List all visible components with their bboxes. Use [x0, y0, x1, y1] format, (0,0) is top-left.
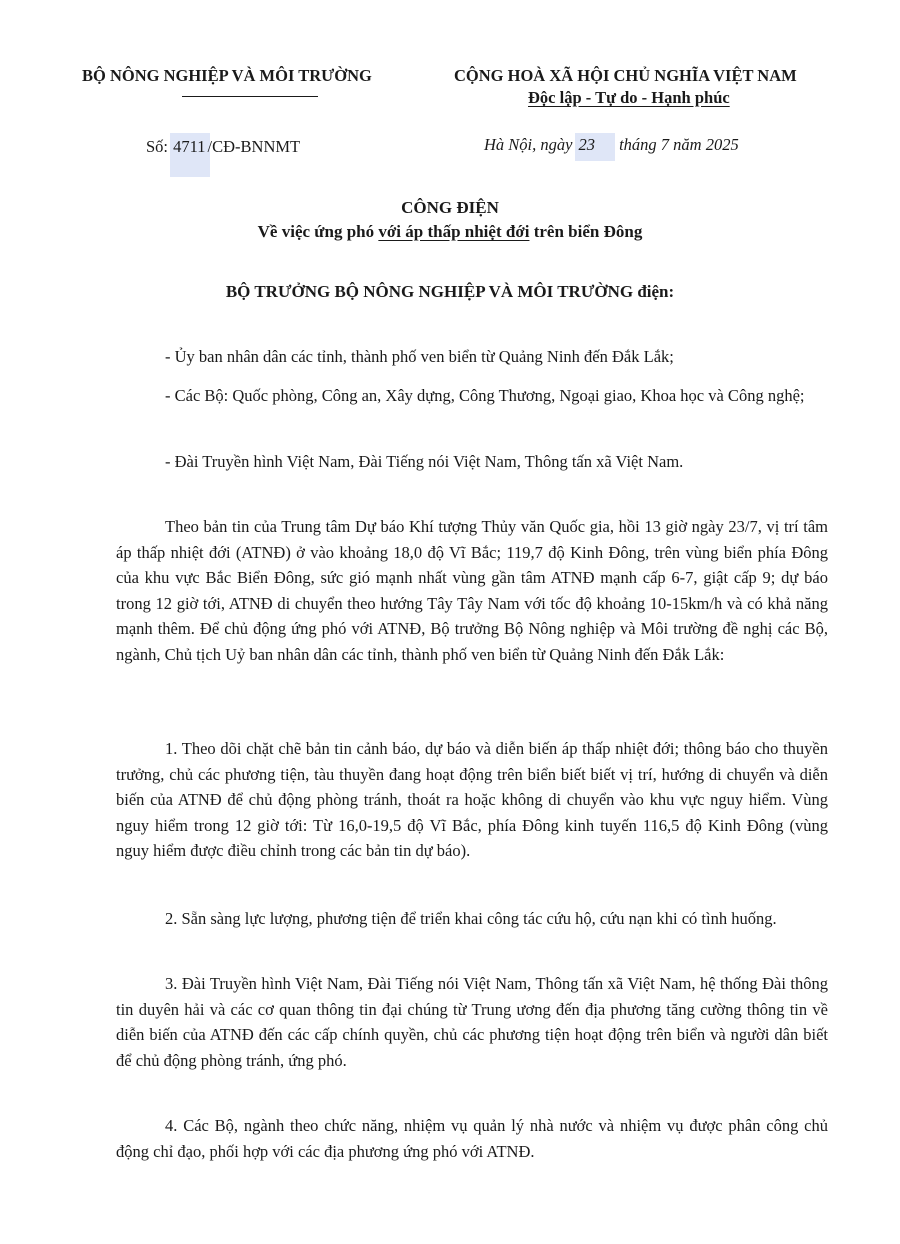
- item-3: 3. Đài Truyền hình Việt Nam, Đài Tiếng nói Việt Nam, Thông tấn xã Việt Nam, hệ thống Đài thông tin duyên hải và các cơ quan thông tin đại chúng từ Trung ương đến địa phương tăng cường thông tin về diễn biến của ATNĐ đến các cấp chính quyền, chủ các phương tiện hoạt động trên biển và người dân biết để chủ động phòng tránh, ứng phó.: [116, 974, 828, 1070]
- recipient-2: - Các Bộ: Quốc phòng, Công an, Xây dựng, Công Thương, Ngoại giao, Khoa học và Công nghệ;: [165, 386, 805, 405]
- date-prefix: Hà Nội, ngày: [484, 135, 573, 154]
- date-day: 23: [578, 135, 595, 154]
- document-type: CÔNG ĐIỆN: [401, 198, 499, 217]
- subject-underlined: với áp thấp nhiệt đới: [378, 222, 530, 241]
- item-4: 4. Các Bộ, ngành theo chức năng, nhiệm vụ quản lý nhà nước và nhiệm vụ được phân công chủ động chỉ đạo, phối hợp với các địa phương ứng phó với ATNĐ.: [116, 1116, 828, 1161]
- republic-name: CỘNG HOÀ XÃ HỘI CHỦ NGHĨA VIỆT NAM: [454, 66, 797, 85]
- document-number: [146, 133, 300, 177]
- sender-line: BỘ TRƯỞNG BỘ NÔNG NGHIỆP VÀ MÔI TRƯỜNG điện:: [225, 282, 675, 301]
- subject-before: Về việc ứng phó: [257, 222, 379, 241]
- document-date: [484, 133, 739, 161]
- item-2: 2. Sẵn sàng lực lượng, phương tiện để triển khai công tác cứu hộ, cứu nạn khi có tình huống.: [165, 909, 777, 928]
- ministry-underline: [182, 96, 318, 97]
- intro-paragraph: Theo bản tin của Trung tâm Dự báo Khí tượng Thủy văn Quốc gia, hồi 13 giờ ngày 23/7, vị trí tâm áp thấp nhiệt đới (ATNĐ) ở vào khoảng 18,0 độ Vĩ Bắc; 119,7 độ Kinh Đông, trên vùng biển phía Đông của khu vực Bắc Biển Đông, sức gió mạnh nhất vùng gần tâm ATNĐ mạnh cấp 6-7, giật cấp 9; dự báo trong 12 giờ tới, ATNĐ di chuyển theo hướng Tây Tây Nam với tốc độ khoảng 10-15km/h và có khả năng mạnh thêm. Để chủ động ứng phó với ATNĐ, Bộ trưởng Bộ Nông nghiệp và Môi trường đề nghị các Bộ, ngành, Chủ tịch Uỷ ban nhân dân các tỉnh, thành phố ven biển từ Quảng Ninh đến Đắk Lắk:: [116, 517, 828, 664]
- recipient-1: - Ủy ban nhân dân các tỉnh, thành phố ven biển từ Quảng Ninh đến Đắk Lắk;: [165, 347, 674, 366]
- number-value-highlight: [170, 133, 209, 177]
- number-value: 4711: [173, 137, 206, 156]
- subject-after: trên biển Đông: [529, 222, 643, 241]
- item-1: 1. Theo dõi chặt chẽ bản tin cảnh báo, dự báo và diễn biến áp thấp nhiệt đới; thông báo cho thuyền trưởng, chủ các phương tiện, tàu thuyền đang hoạt động trên biển biết biết vị trí, hướng di chuyển và diễn biến của ATNĐ để chủ động phòng tránh, thoát ra hoặc không di chuyển vào khu vực nguy hiểm. Vùng nguy hiểm trong 12 giờ tới: Từ 16,0-19,5 độ Vĩ Bắc, phía Đông kinh tuyến 116,5 độ Kinh Đông (vùng nguy hiểm được điều chỉnh trong các bản tin dự báo).: [116, 739, 828, 860]
- date-suffix: tháng 7 năm 2025: [619, 135, 739, 154]
- ministry-name: BỘ NÔNG NGHIỆP VÀ MÔI TRƯỜNG: [82, 66, 372, 85]
- motto: Độc lập - Tự do - Hạnh phúc: [528, 88, 730, 107]
- recipient-3: - Đài Truyền hình Việt Nam, Đài Tiếng nói Việt Nam, Thông tấn xã Việt Nam.: [165, 452, 684, 471]
- number-suffix: /CĐ-BNNMT: [207, 137, 301, 156]
- document-subject: [0, 222, 900, 242]
- number-prefix: Số:: [146, 137, 169, 156]
- date-day-highlight: [575, 133, 615, 161]
